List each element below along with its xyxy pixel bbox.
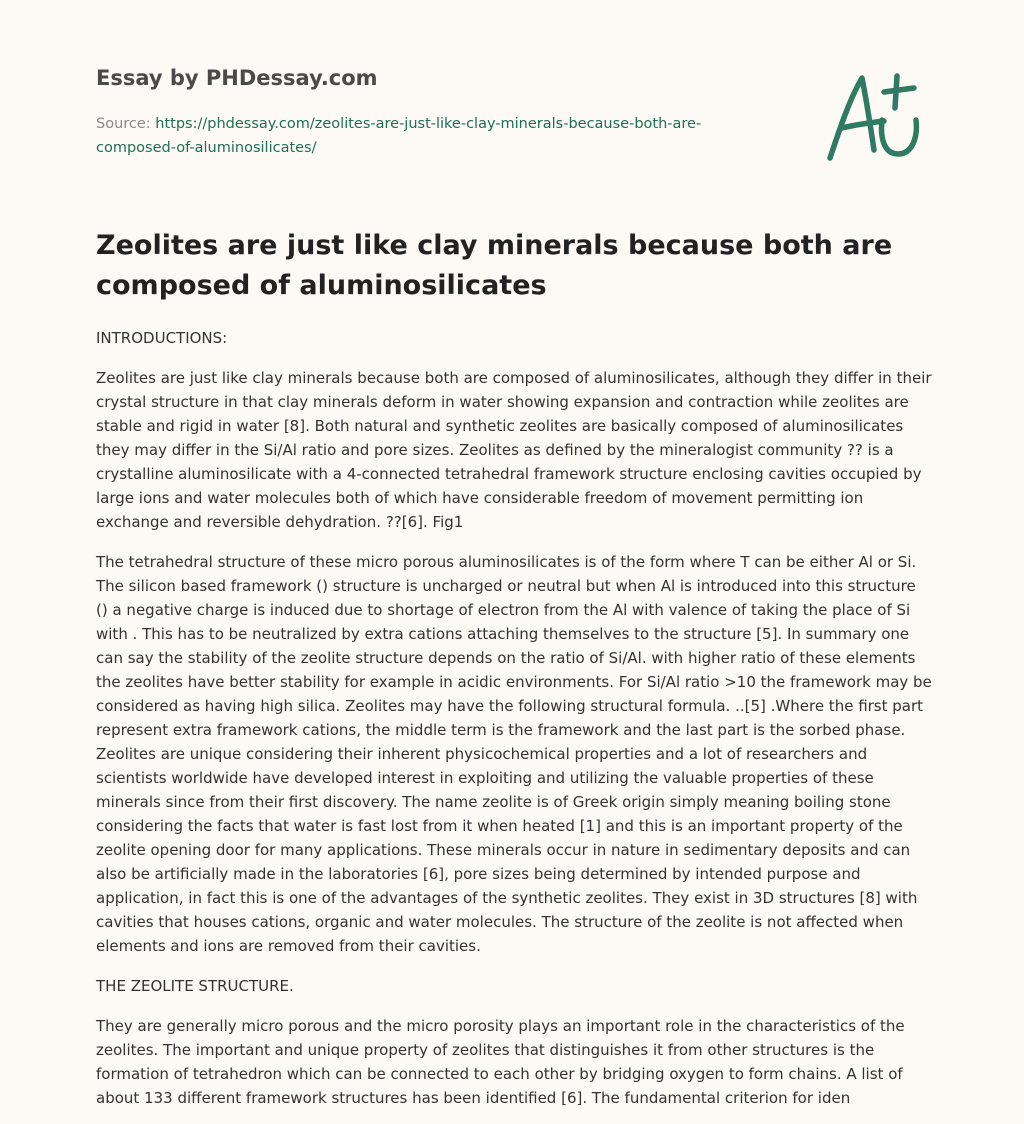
essay-title: Zeolites are just like clay minerals because both are composed of aluminosilicates (96, 230, 893, 301)
source-link[interactable]: https://phdessay.com/zeolites-are-just-like-clay-minerals-because-both-are-composed-of-aluminosilicates/ (96, 116, 702, 156)
section-heading-zeolite-structure: THE ZEOLITE STRUCTURE. (96, 977, 294, 995)
site-title: Essay by PHDessay.com (96, 66, 378, 90)
essay-body (96, 326, 932, 1124)
section-heading-introductions: INTRODUCTIONS: (96, 329, 228, 347)
paragraph-2: The tetrahedral structure of these micro porous aluminosilicates is of the form where T can be either Al or Si. The silicon based framework () structure is uncharged or neutral but when Al is introduced into this structure () a negative charge is induced due to shortage of electron from the Al with valence of taking the place of Si with . This has to be neutralized by extra cations attaching themselves to the structure [5]. In summary one can say the stability of the zeolite structure depends on the ratio of Si/Al. with higher ratio of these elements the zeolites have better stability for example in acidic environments. For Si/Al ratio >10 the framework may be considered as having high silica. Zeolites may have the following structural formula. ..[5] .Where the first part represent extra framework cations, the middle term is the framework and the last part is the sorbed phase. Zeolites are unique considering their inherent physicochemical properties and a lot of researchers and scientists worldwide have developed interest in exploiting and utilizing the valuable properties of these minerals since from their first discovery. The name zeolite is of Greek origin simply meaning boiling stone considering the facts that water is fast lost from it when heated [1] and this is an important property of the zeolite opening door for many applications. These minerals occur in nature in sedimentary deposits and can also be artificially made in the laboratories [6], pore sizes being determined by intended purpose and application, in fact this is one of the advantages of the synthetic zeolites. They exist in 3D structures [8] with cavities that houses cations, organic and water molecules. The structure of the zeolite is not affected when elements and ions are removed from their cavities. (96, 553, 932, 955)
source-line (96, 112, 776, 160)
paragraph-3: They are generally micro porous and the micro porosity plays an important role in the characteristics of the zeolites. The important and unique property of zeolites that distinguishes it from other structures is the formation of tetrahedron which can be connected to each other by bridging oxygen to form chains. A list of about 133 different framework structures has been identified [6]. The fundamental criterion for iden (96, 1017, 905, 1107)
a-plus-logo-icon (822, 68, 932, 166)
paragraph-1: Zeolites are just like clay minerals because both are composed of aluminosilicates, although they differ in their crystal structure in that clay minerals deform in water showing expansion and contraction while zeolites are stable and rigid in water [8]. Both natural and synthetic zeolites are basically composed of aluminosilicates they may differ in the Si/Al ratio and pore sizes. Zeolites as defined by the mineralogist community ?? is a crystalline aluminosilicate with a 4-connected tetrahedral framework structure enclosing cavities occupied by large ions and water molecules both of which have considerable freedom of movement permitting ion exchange and reversible dehydration. ??[6]. Fig1 (96, 369, 932, 531)
source-label: Source: (96, 116, 151, 132)
